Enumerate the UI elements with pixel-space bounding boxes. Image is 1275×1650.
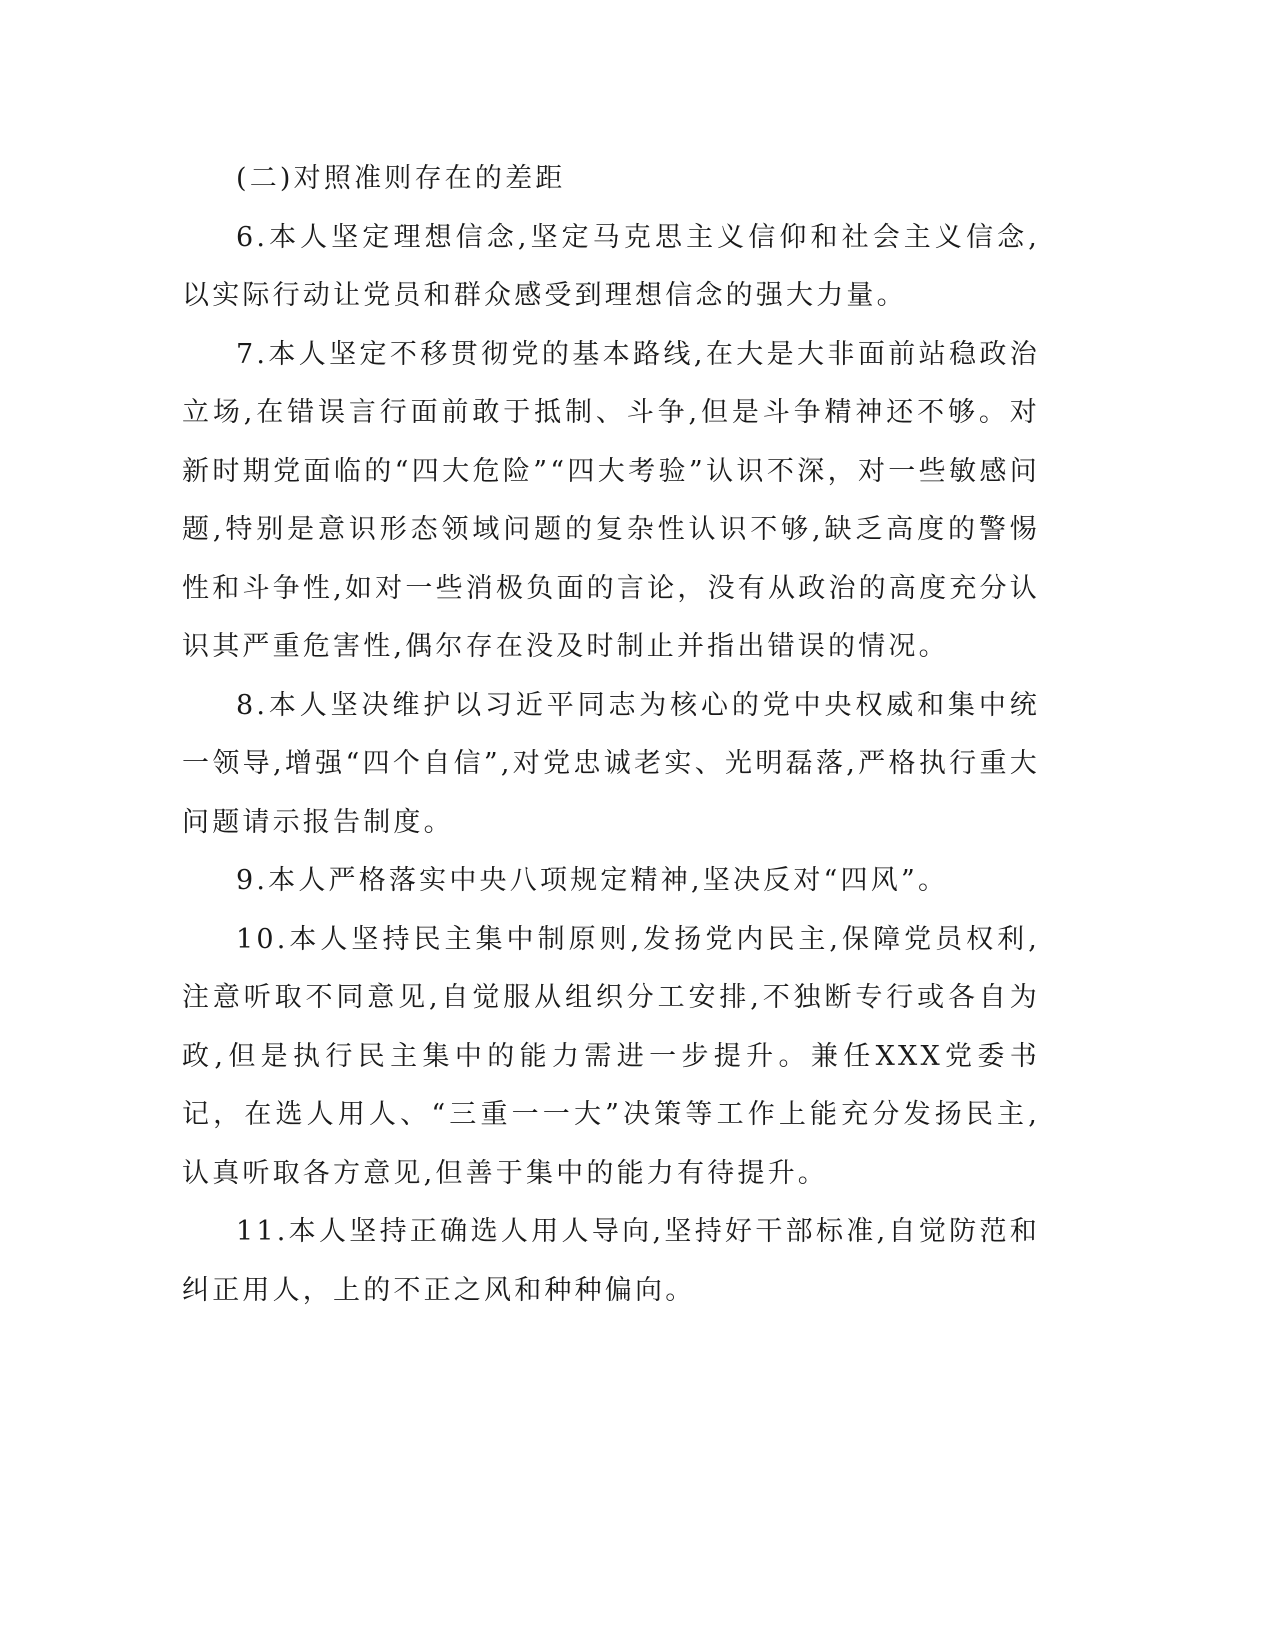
paragraph-item-11: 11.本人坚持正确选人用人导向,坚持好干部标准,自觉防范和纠正用人，上的不正之风和种种偏向。 — [182, 1216, 1040, 1306]
section-heading: (二)对照准则存在的差距 — [236, 163, 566, 194]
document-body — [182, 150, 1040, 1320]
paragraph-item-6: 6.本人坚定理想信念,坚定马克思主义信仰和社会主义信念,以实际行动让党员和群众感受到理想信念的强大力量。 — [182, 221, 1040, 311]
paragraph-item-10: 10.本人坚持民主集中制原则,发扬党内民主,保障党员权利,注意听取不同意见,自觉服从组织分工安排,不独断专行或各自为政,但是执行民主集中的能力需进一步提升。兼任XXX党委书记，在选人用人、“三重一一大”决策等工作上能充分发扬民主,认真听取各方意见,但善于集中的能力有待提升。 — [182, 923, 1040, 1189]
paragraph-item-8: 8.本人坚决维护以习近平同志为核心的党中央权威和集中统一领导,增强“四个自信”,对党忠诚老实、光明磊落,严格执行重大问题请示报告制度。 — [182, 689, 1040, 838]
paragraph-item-7: 7.本人坚定不移贯彻党的基本路线,在大是大非面前站稳政治立场,在错误言行面前敢于抵制、斗争,但是斗争精神还不够。对新时期党面临的“四大危险”“四大考验”认识不深，对一些敏感问题,特别是意识形态领域问题的复杂性认识不够,缺乏高度的警惕性和斗争性,如对一些消极负面的言论，没有从政治的高度充分认识其严重危害性,偶尔存在没及时制止并指出错误的情况。 — [182, 338, 1040, 662]
paragraph-item-9: 9.本人严格落实中央八项规定精神,坚决反对“四风”。 — [236, 865, 949, 896]
